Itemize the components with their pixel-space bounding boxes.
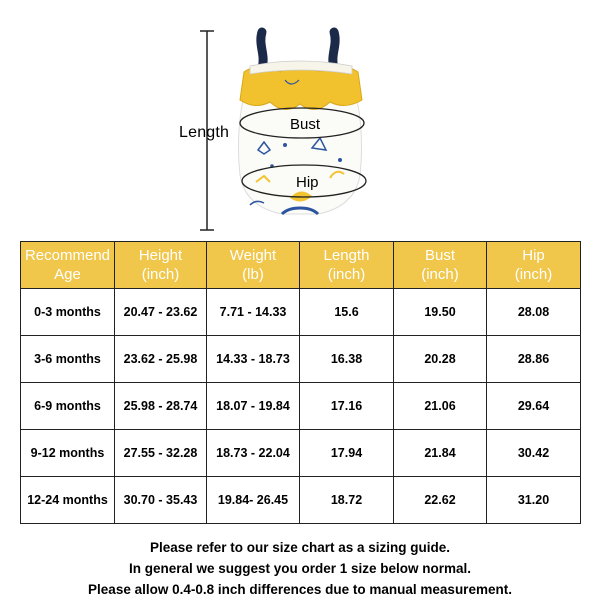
note-line: Please allow 0.4-0.8 inch differences due to manual measurement. bbox=[88, 582, 512, 597]
header-age bbox=[21, 242, 115, 289]
table-row bbox=[21, 336, 581, 383]
cell-length: 17.94 bbox=[300, 430, 394, 477]
cell-height: 20.47 - 23.62 bbox=[115, 289, 207, 336]
header-weight bbox=[207, 242, 300, 289]
cell-height: 30.70 - 35.43 bbox=[115, 477, 207, 524]
cell-bust: 19.50 bbox=[394, 289, 487, 336]
cell-length: 15.6 bbox=[300, 289, 394, 336]
header-bust bbox=[394, 242, 487, 289]
header-height-line2: (inch) bbox=[141, 266, 180, 283]
note-line: In general we suggest you order 1 size below normal. bbox=[128, 561, 472, 576]
cell-weight: 7.71 - 14.33 bbox=[207, 289, 300, 336]
header-hip bbox=[487, 242, 581, 289]
cell-age: 3-6 months bbox=[21, 336, 115, 383]
header-bust-line1: Bust bbox=[424, 247, 455, 264]
cell-bust: 20.28 bbox=[394, 336, 487, 383]
size-chart-table bbox=[20, 241, 581, 524]
header-hip-line2: (inch) bbox=[514, 266, 553, 283]
cell-age: 6-9 months bbox=[21, 383, 115, 430]
table-header-row bbox=[21, 242, 581, 289]
table-row bbox=[21, 289, 581, 336]
hip-label: Hip bbox=[296, 174, 319, 191]
cell-bust: 22.62 bbox=[394, 477, 487, 524]
cell-bust: 21.06 bbox=[394, 383, 487, 430]
bust-label: Bust bbox=[290, 116, 321, 133]
header-height-line1: Height bbox=[138, 247, 183, 264]
cell-length: 16.38 bbox=[300, 336, 394, 383]
header-hip-line1: Hip bbox=[522, 247, 545, 264]
cell-height: 23.62 - 25.98 bbox=[115, 336, 207, 383]
length-label: Length bbox=[179, 124, 230, 141]
header-age-line1: Recommend bbox=[24, 247, 111, 264]
cell-hip: 31.20 bbox=[487, 477, 581, 524]
sizing-notes bbox=[0, 537, 600, 600]
header-length-line2: (inch) bbox=[327, 266, 366, 283]
header-length bbox=[300, 242, 394, 289]
table-row bbox=[21, 477, 581, 524]
garment-illustration bbox=[0, 0, 600, 240]
cell-hip: 28.86 bbox=[487, 336, 581, 383]
cell-hip: 30.42 bbox=[487, 430, 581, 477]
cell-length: 18.72 bbox=[300, 477, 394, 524]
cell-length: 17.16 bbox=[300, 383, 394, 430]
cell-bust: 21.84 bbox=[394, 430, 487, 477]
cell-weight: 14.33 - 18.73 bbox=[207, 336, 300, 383]
header-age-line2: Age bbox=[54, 266, 81, 283]
cell-weight: 19.84- 26.45 bbox=[207, 477, 300, 524]
header-weight-line1: Weight bbox=[229, 247, 277, 264]
table-row bbox=[21, 430, 581, 477]
header-weight-line2: (lb) bbox=[242, 266, 264, 283]
cell-age: 9-12 months bbox=[21, 430, 115, 477]
cell-hip: 28.08 bbox=[487, 289, 581, 336]
cell-weight: 18.73 - 22.04 bbox=[207, 430, 300, 477]
cell-age: 0-3 months bbox=[21, 289, 115, 336]
table-row bbox=[21, 383, 581, 430]
header-length-line1: Length bbox=[323, 247, 370, 264]
header-height bbox=[115, 242, 207, 289]
cell-height: 27.55 - 32.28 bbox=[115, 430, 207, 477]
cell-hip: 29.64 bbox=[487, 383, 581, 430]
note-line: Please refer to our size chart as a sizing guide. bbox=[149, 540, 451, 555]
cell-weight: 18.07 - 19.84 bbox=[207, 383, 300, 430]
cell-age: 12-24 months bbox=[21, 477, 115, 524]
cell-height: 25.98 - 28.74 bbox=[115, 383, 207, 430]
header-bust-line2: (inch) bbox=[421, 266, 459, 283]
